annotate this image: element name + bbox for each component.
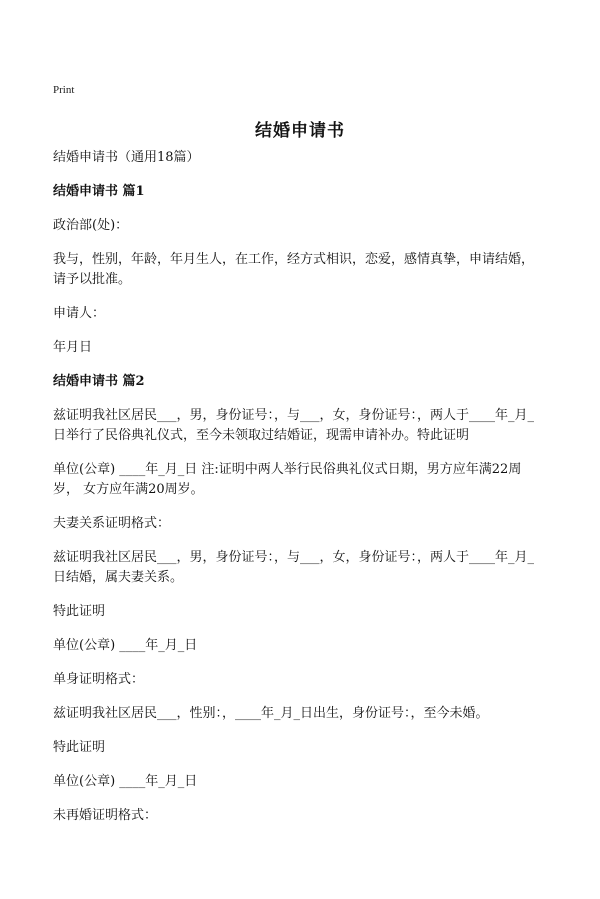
paragraph-unit-seal: 单位(公章) ____年_月_日 <box>53 774 198 789</box>
paragraph-format-label: 夫妻关系证明格式： <box>53 516 171 531</box>
paragraph-format-label: 未再婚证明格式： <box>53 808 158 823</box>
document-body <box>53 148 545 840</box>
paragraph-single-proof: 兹证明我社区居民___，性别：，____年_月_日出生，身份证号：，至今未婚。 <box>53 706 489 721</box>
paragraph-format-label: 单身证明格式： <box>53 672 145 687</box>
paragraph-subtitle: 结婚申请书（通用18篇） <box>53 150 200 165</box>
paragraph-unit-note: 单位(公章) ____年_月_日 注:证明中两人举行民俗典礼仪式日期，男方应年满22周岁， 女方应年满20周岁。 <box>53 462 522 497</box>
section-heading-2: 结婚申请书 篇2 <box>53 374 145 389</box>
section-heading-1: 结婚申请书 篇1 <box>53 184 145 199</box>
paragraph-addressee: 政治部(处)： <box>53 218 129 233</box>
print-label: Print <box>53 84 75 96</box>
paragraph-date: 年月日 <box>53 340 93 355</box>
paragraph-unit-seal: 单位(公章) ____年_月_日 <box>53 638 198 653</box>
paragraph-certificate: 兹证明我社区居民___，男，身份证号：，与___，女，身份证号：，两人于____年_月_日举行了民俗典礼仪式，至今未领取过结婚证，现需申请补办。特此证明 <box>53 408 535 443</box>
document-title: 结婚申请书 <box>255 121 345 141</box>
paragraph-applicant: 申请人： <box>53 306 106 321</box>
paragraph-hereby-certify: 特此证明 <box>53 604 106 619</box>
paragraph-marriage-proof: 兹证明我社区居民___，男，身份证号：，与___，女，身份证号：，两人于____年_月_日结婚，属夫妻关系。 <box>53 550 535 585</box>
paragraph-body: 我与，性别，年龄，年月生人，在工作，经方式相识，恋爱，感情真挚，申请结婚，请予以批准。 <box>53 252 535 287</box>
paragraph-hereby-certify: 特此证明 <box>53 740 106 755</box>
